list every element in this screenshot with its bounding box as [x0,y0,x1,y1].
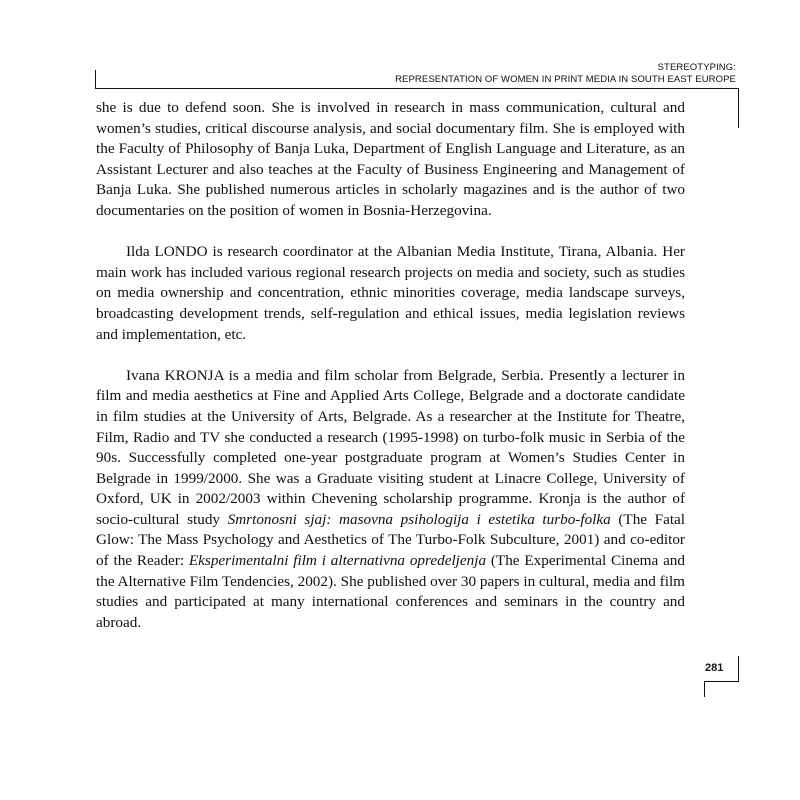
folio-rule-tick [704,681,705,697]
body-text [96,98,685,633]
paragraph-kronja [96,366,685,634]
running-header [96,62,736,86]
folio-rule-horizontal [704,681,739,682]
running-header-line-1: STEREOTYPING: [657,62,736,73]
book-title-smrtonosni-sjaj: Smrtonosni sjaj: masovna psihologija i estetika turbo-folka [227,510,611,528]
folio-rule-vertical [738,656,739,681]
header-rule-left [95,70,96,88]
running-header-line-2: REPRESENTATION OF WOMEN IN PRINT MEDIA IN SOUTH EAST EUROPE [395,74,736,85]
header-rule [95,88,739,89]
paragraph-kronja-part-1: Ivana KRONJA is a media and film scholar from Belgrade, Serbia. Presently a lecturer in film and media aesthetics at Fine and Applied Arts College, Belgrade and a doctorate candidate in film studies at the University of Arts, Belgrade. As a researcher at the Institute for Theatre, Film, Radio and TV she conducted a research (1995-1998) on turbo-folk music in Serbia of the 90s. Successfully completed one-year postgraduate program at Women’s Studies Center in Belgrade in 1999/2000. She was a Graduate visiting student at Linacre College, University of Oxford, UK in 2002/2003 within Chevening scholarship programme. Kronja is the author of socio-cultural study [96,366,685,528]
page-number: 281 [705,662,724,674]
paragraph-kronja-part-3: (The Experimental Cinema and the Alternative Film Tendencies, 2002). She published over 30 papers in cultural, media and film studies and participated at many international conferences and seminars in the country and abroad. [96,552,685,631]
header-rule-right [738,88,739,128]
paragraph-londo: Ilda LONDO is research coordinator at the Albanian Media Institute, Tirana, Albania. Her main work has included various regional research projects on media and society, such as studies on media ownership and concentration, ethnic minorities coverage, media landscape surveys, broadcasting development trends, self-regulation and ethical issues, media legislation reviews and implementation, etc. [96,243,685,343]
paragraph-continuation: she is due to defend soon. She is involved in research in mass communication, cultural and women’s studies, critical discourse analysis, and social documentary film. She is employed with the Faculty of Philosophy of Banja Luka, Department of English Language and Literature, as an Assistant Lecturer and also teaches at the Faculty of Business Engineering and Management of Banja Luka. She published numerous articles in scholarly magazines and is the author of two documentaries on the position of women in Bosnia-Herzegovina. [96,99,685,219]
paragraph-kronja-part-2: (The Fatal Glow: The Mass Psychology and Aesthetics of The Turbo-Folk Subculture, 2001) and co-editor of the Reader: [96,510,685,570]
book-title-eksperimentalni-film: Eksperimentalni film i alternativna opredeljenja [188,552,487,570]
